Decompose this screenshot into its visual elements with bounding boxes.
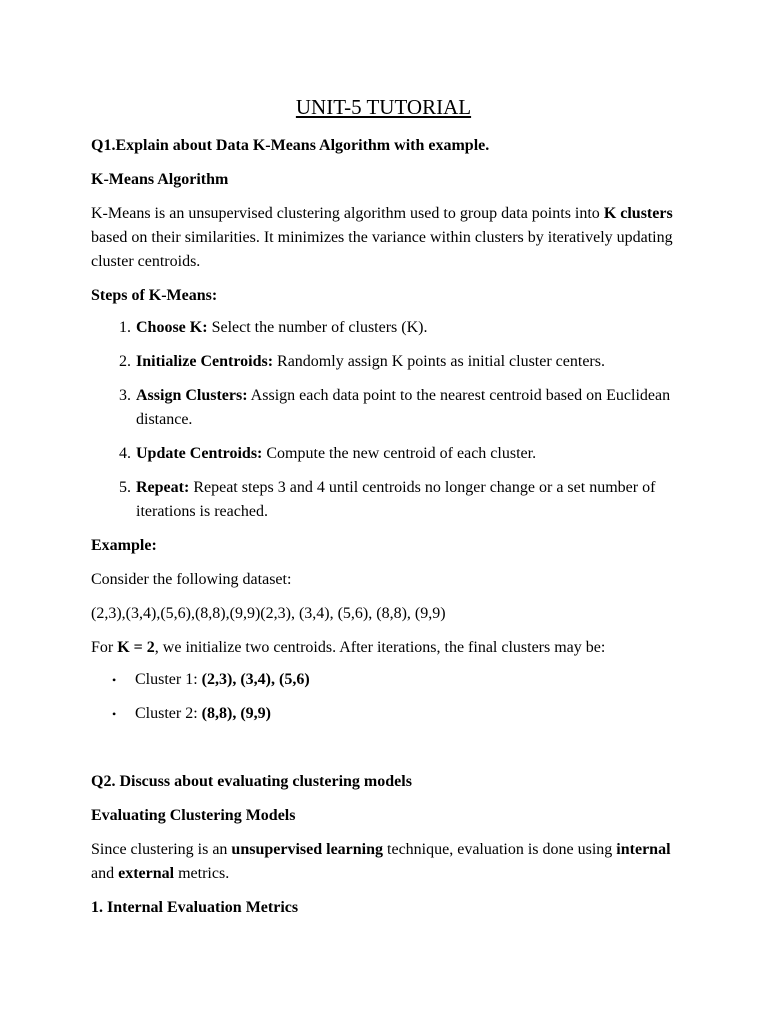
list-item: • Cluster 2: (8,8), (9,9) — [135, 702, 676, 726]
list-item: • Cluster 1: (2,3), (3,4), (5,6) — [135, 668, 676, 692]
example-intro: Consider the following dataset: — [91, 571, 292, 588]
q2-subheading: Evaluating Clustering Models — [91, 807, 296, 824]
page-title: UNIT-5 TUTORIAL — [295, 95, 472, 119]
q2-heading: Q2. Discuss about evaluating clustering models — [91, 773, 412, 790]
q1-intro-paragraph: K-Means is an unsupervised clustering algorithm used to group data points into K clusters based on their similarities. It minimizes the variance within clusters by iteratively updating cluster centroids. — [91, 205, 673, 270]
dataset-line: (2,3),(3,4),(5,6),(8,8),(9,9)(2,3), (3,4), (5,6), (8,8), (9,9) — [91, 605, 446, 622]
k-line: For K = 2, we initialize two centroids. After iterations, the final clusters may be: — [91, 639, 606, 656]
section-spacer — [91, 736, 676, 770]
bullet-icon: • — [112, 707, 117, 721]
q2-intro-paragraph: Since clustering is an unsupervised learning technique, evaluation is done using internal and external metrics. — [91, 841, 671, 882]
steps-list — [91, 316, 676, 524]
list-item: 2. Initialize Centroids: Randomly assign K points as initial cluster centers. — [135, 350, 676, 374]
list-item: 5. Repeat: Repeat steps 3 and 4 until centroids no longer change or a set number of iterations is reached. — [135, 476, 676, 524]
list-item: 1. Choose K: Select the number of clusters (K). — [135, 316, 676, 340]
steps-heading: Steps of K-Means: — [91, 287, 218, 304]
section-heading: 1. Internal Evaluation Metrics — [91, 899, 299, 916]
q1-subheading: K-Means Algorithm — [91, 171, 229, 188]
list-item: 3. Assign Clusters: Assign each data point to the nearest centroid based on Euclidean distance. — [135, 384, 676, 432]
clusters-list — [91, 668, 676, 726]
list-item: 4. Update Centroids: Compute the new centroid of each cluster. — [135, 442, 676, 466]
example-heading: Example: — [91, 537, 157, 554]
q1-heading: Q1.Explain about Data K-Means Algorithm with example. — [91, 137, 490, 154]
bullet-icon: • — [112, 673, 117, 687]
